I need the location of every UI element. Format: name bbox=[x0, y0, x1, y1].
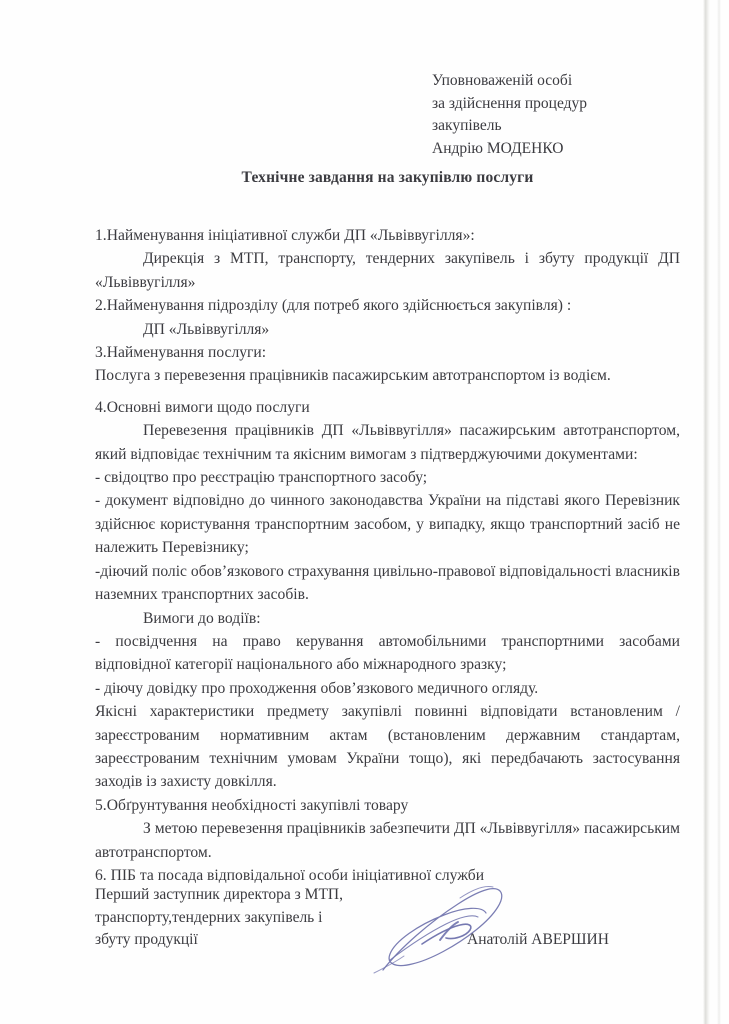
signatory-position-line-2: транспорту,тендерних закупівель і bbox=[95, 908, 323, 926]
section-5-heading: 5.Обґрунтування необхідності закупівлі товару bbox=[95, 796, 409, 814]
section-4-requirement-medical-certificate: - діючу довідку про проходження обов’язкового медичного огляду. bbox=[95, 679, 539, 697]
signatory-name: Анатолій АВЕРШИН bbox=[467, 931, 609, 948]
section-1-paragraph-1: Дирекція з МТП, транспорту, тендерних закупівель і збуту продукції ДП «Львіввугілля» bbox=[95, 250, 680, 291]
addressee-line-4: Андрію МОДЕНКО bbox=[432, 139, 564, 157]
document-body bbox=[95, 224, 680, 887]
section-4-requirement-driver-license: - посвідчення на право керування автомобільними транспортними засобами відповідної категорії національного або міжнародного зразку; bbox=[95, 632, 680, 674]
signatory-position bbox=[95, 884, 395, 952]
section-4-requirement-vehicle-registration: - свідоцтво про реєстрацію транспортного засобу; bbox=[95, 469, 428, 487]
section-2-heading: 2.Найменування підрозділу (для потреб якого здійснюється закупівля) : bbox=[95, 297, 572, 315]
section-4-heading: 4.Основні вимоги щодо послуги bbox=[95, 398, 310, 416]
paragraph-spacer bbox=[95, 388, 680, 396]
addressee-line-2: за здійснення процедур bbox=[432, 94, 588, 112]
section-4-requirement-insurance-policy: -діючий поліс обов’язкового страхування цивільно-правової відповідальності власників наземних транспортних засобів. bbox=[95, 562, 680, 604]
signatory-position-line-3: збуту продукції bbox=[95, 931, 198, 948]
section-4-quality-characteristics: Якісні характеристики предмету закупівлі повинні відповідати встановленим /зареєстрованим нормативним актам (встановленим державним стандартам, зареєстрованим технічним умовам України тощо), які передбачають застосування заходів із захисту довкілля. bbox=[95, 703, 680, 791]
section-2-paragraph-1: ДП «Львіввугілля» bbox=[143, 320, 270, 338]
scan-seam-artifact bbox=[703, 0, 710, 1024]
addressee-line-3: закупівель bbox=[432, 117, 502, 134]
section-1-heading: 1.Найменування ініціативної служби ДП «Львіввугілля»: bbox=[95, 227, 475, 244]
signatory-position-line-1: Перший заступник директора з МТП, bbox=[95, 886, 343, 903]
document-title: Технічне завдання на закупівлю послуги bbox=[241, 169, 534, 186]
section-5-paragraph-1: З метою перевезення працівників забезпечити ДП «Львіввугілля» пасажирським автотранспортом. bbox=[95, 820, 680, 861]
section-4-paragraph-1: Перевезення працівників ДП «Львіввугілля» пасажирським автотранспортом, який відповідає технічним та якісним вимогам з підтверджуючими документами: bbox=[95, 422, 680, 463]
section-4-requirement-usage-document: - документ відповідно до чинного законодавства України на підставі якого Перевізник здійснює користування транспортним засобом, у випадку, якщо транспортний засіб не належить Перевізнику; bbox=[95, 492, 680, 557]
section-3-paragraph-1: Послуга з перевезення працівників пасажирським автотранспортом із водієм. bbox=[95, 367, 611, 385]
addressee-line-1: Уповноваженій особі bbox=[432, 72, 573, 89]
addressee-block bbox=[432, 70, 682, 160]
section-6-heading: 6. ПІБ та посада відповідальної особи ініціативної служби bbox=[95, 866, 485, 884]
section-3-heading: 3.Найменування послуги: bbox=[95, 344, 267, 362]
scan-seam-artifact-secondary bbox=[717, 0, 721, 1024]
section-4-driver-requirements-heading: Вимоги до водіїв: bbox=[143, 609, 261, 627]
